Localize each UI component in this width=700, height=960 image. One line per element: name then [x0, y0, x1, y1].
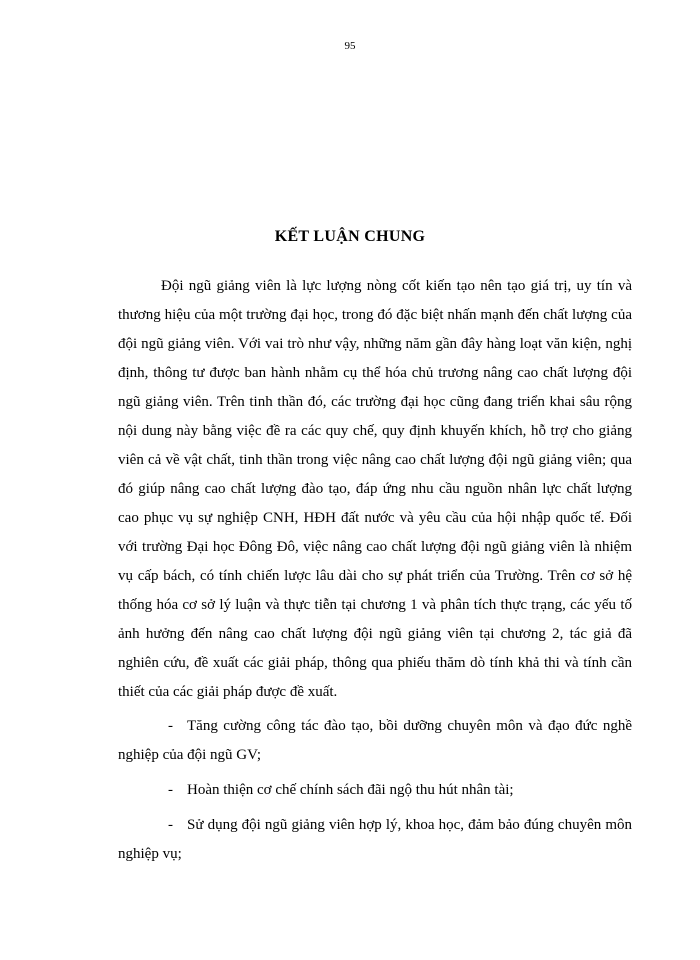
body-paragraph: Đội ngũ giảng viên là lực lượng nòng cốt kiến tạo nên tạo giá trị, uy tín và thương hiệu của một trường đại học, trong đó đặc biệt nhấn mạnh đến chất lượng của đội ngũ giảng viên. Với vai trò như vậy, những năm gần đây hàng loạt văn kiện, nghị định, thông tư được ban hành nhằm cụ thể hóa chủ trương nâng cao chất lượng đội ngũ giảng viên. Trên tinh thần đó, các trường đại học cũng đang triển khai sâu rộng nội dung này bằng việc đề ra các quy chế, quy định khuyến khích, hỗ trợ cho giảng viên cả về vật chất, tinh thần trong việc nâng cao chất lượng đội ngũ giảng viên; qua đó giúp nâng cao chất lượng đào tạo, đáp ứng nhu cầu nguồn nhân lực chất lượng cao phục vụ sự nghiệp CNH, HĐH đất nước và yêu cầu của hội nhập quốc tế. Đối với trường Đại học Đông Đô, việc nâng cao chất lượng đội ngũ giảng viên là nhiệm vụ cấp bách, có tính chiến lược lâu dài cho sự phát triển của Trường. Trên cơ sở hệ thống hóa cơ sở lý luận và thực tiễn tại chương 1 và phân tích thực trạng, các yếu tố ảnh hưởng đến nâng cao chất lượng đội ngũ giảng viên tại chương 2, tác giả đã nghiên cứu, đề xuất các giải pháp, thông qua phiếu thăm dò tính khả thi và tính cần thiết của các giải pháp được đề xuất. [118, 278, 632, 700]
list-item [118, 811, 632, 869]
list-item-text: Tăng cường công tác đào tạo, bồi dưỡng chuyên môn và đạo đức nghề nghiệp của đội ngũ GV; [118, 718, 632, 763]
bullet-list [118, 712, 632, 869]
bullet-dash: - [168, 718, 173, 734]
bullet-dash: - [168, 817, 173, 833]
list-item [118, 776, 632, 805]
list-item-text: Sử dụng đội ngũ giảng viên hợp lý, khoa học, đảm bảo đúng chuyên môn nghiệp vụ; [118, 817, 632, 862]
list-item [118, 712, 632, 770]
page-title: KẾT LUẬN CHUNG [274, 228, 426, 245]
document-body [118, 272, 632, 875]
bullet-dash: - [168, 782, 173, 798]
page-number: 95 [344, 40, 356, 52]
list-item-text: Hoàn thiện cơ chế chính sách đãi ngộ thu hút nhân tài; [187, 782, 514, 798]
